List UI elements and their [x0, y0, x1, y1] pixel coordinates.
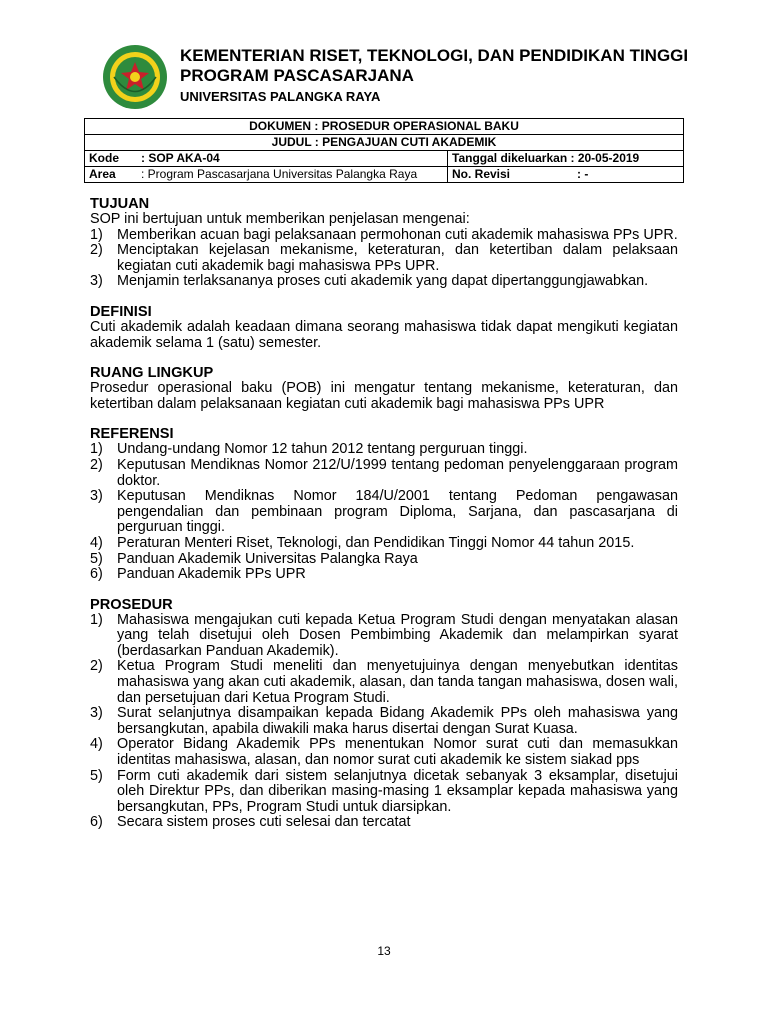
list-item: 1) Memberikan acuan bagi pelaksanaan permohonan cuti akademik mahasiswa PPs UPR. [90, 226, 678, 243]
area-cell [85, 167, 448, 183]
document-body [90, 196, 678, 831]
kode-label: Kode [89, 151, 119, 165]
ruang-lingkup-text: Prosedur operasional baku (POB) ini mengatur tentang mekanisme, keteraturan, dan ketertiban dalam pelaksanaan kegiatan cuti akademik bagi mahasiswa PPs UPR [90, 380, 678, 412]
list-item: 2) Keputusan Mendiknas Nomor 212/U/1999 tentang pedoman penyelenggaraan program doktor. [90, 456, 678, 489]
letterhead [100, 44, 689, 114]
definisi-text: Cuti akademik adalah keadaan dimana seorang mahasiswa tidak dapat mengikuti kegiatan akademik selama 1 (satu) semester. [90, 318, 678, 351]
list-item: 4) Operator Bidang Akademik PPs menentukan Nomor surat cuti dan memasukkan identitas mahasiswa, alasan, dan nomor surat cuti akademik ke sistem siakad pps [90, 736, 678, 769]
list-item: 5) Panduan Akademik Universitas Palangka Raya [90, 550, 418, 567]
list-item: 6) Panduan Akademik PPs UPR [90, 566, 306, 583]
list-item: 1) Mahasiswa mengajukan cuti kepada Ketua Program Studi dengan menyatakan alasan yang telah disetujui oleh Dosen Pembimbing Akademik dan melampirkan syarat (berdasarkan Panduan Akademik). [90, 611, 678, 659]
kode-cell [85, 151, 448, 167]
list-item: 3) Menjamin terlaksananya proses cuti akademik yang dapat dipertanggungjawabkan. [90, 273, 649, 290]
kode-value: : SOP AKA-04 [141, 151, 220, 165]
list-item: 1) Undang-undang Nomor 12 tahun 2012 tentang perguruan tinggi. [90, 441, 528, 458]
tujuan-heading: TUJUAN [90, 196, 150, 212]
tanggal-label: Tanggal dikeluarkan [452, 151, 568, 165]
university-seal-icon [100, 44, 170, 110]
tujuan-intro: SOP ini bertujuan untuk memberikan penjelasan mengenai: [90, 211, 470, 227]
ministry-name: KEMENTERIAN RISET, TEKNOLOGI, DAN PENDIDIKAN TINGGI [180, 46, 689, 65]
revisi-label: No. Revisi [452, 167, 511, 181]
area-value: : Program Pascasarjana Universitas Palangka Raya [141, 167, 418, 181]
referensi-heading: REFERENSI [90, 426, 174, 443]
definisi-heading: DEFINISI [90, 303, 152, 320]
referensi-list [90, 442, 678, 582]
tujuan-list [90, 228, 678, 290]
ruang-lingkup-heading: RUANG LINGKUP [90, 365, 214, 382]
tanggal-cell [448, 151, 684, 167]
list-item: 3) Keputusan Mendiknas Nomor 184/U/2001 tentang Pedoman pengawasan pengendalian dan pembinaan program Diploma, Sarjana, dan pascasarjana di perguruan tinggi. [90, 488, 678, 536]
revisi-cell [448, 167, 684, 183]
revisi-value: : - [577, 167, 589, 181]
document-type: DOKUMEN : PROSEDUR OPERASIONAL BAKU [85, 119, 684, 135]
prosedur-heading: PROSEDUR [90, 596, 173, 613]
letterhead-text [180, 46, 688, 105]
area-label: Area [89, 167, 116, 181]
list-item: 4) Peraturan Menteri Riset, Teknologi, dan Pendidikan Tinggi Nomor 44 tahun 2015. [90, 534, 635, 551]
document-info-table [84, 118, 684, 183]
document-title: JUDUL : PENGAJUAN CUTI AKADEMIK [85, 135, 684, 151]
page-number: 13 [377, 944, 391, 958]
university-name: UNIVERSITAS PALANGKA RAYA [180, 89, 381, 104]
list-item: 3) Surat selanjutnya disampaikan kepada Bidang Akademik PPs oleh mahasiswa yang bersangkutan, apabila diwakili maka harus disertai dengan Surat Kuasa. [90, 705, 678, 737]
program-name: PROGRAM PASCASARJANA [180, 66, 414, 85]
prosedur-list [90, 613, 678, 831]
list-item: 2) Ketua Program Studi meneliti dan menyetujuinya dengan menyebutkan identitas mahasiswa yang akan cuti akademik, alasan, dan tanda tangan mahasiswa, dosen wali, dan persetujuan dari Ketua Program Studi. [90, 658, 678, 706]
list-item: 5) Form cuti akademik dari sistem selanjutnya dicetak sebanyak 3 eksamplar, disetujui oleh Direktur PPs, dan diberikan masing-masing 1 eksamplar kepada mahasiswa yang bersangkutan, PPs, Program Studi untuk diarsipkan. [90, 767, 678, 815]
list-item: 6) Secara sistem proses cuti selesai dan tercatat [90, 814, 411, 831]
list-item: 2) Menciptakan kejelasan mekanisme, keteraturan, dan ketertiban dalam pelaksaan kegiatan cuti akademik bagi mahasiswa PPs UPR. [90, 242, 678, 274]
tanggal-value: : 20-05-2019 [570, 151, 640, 165]
